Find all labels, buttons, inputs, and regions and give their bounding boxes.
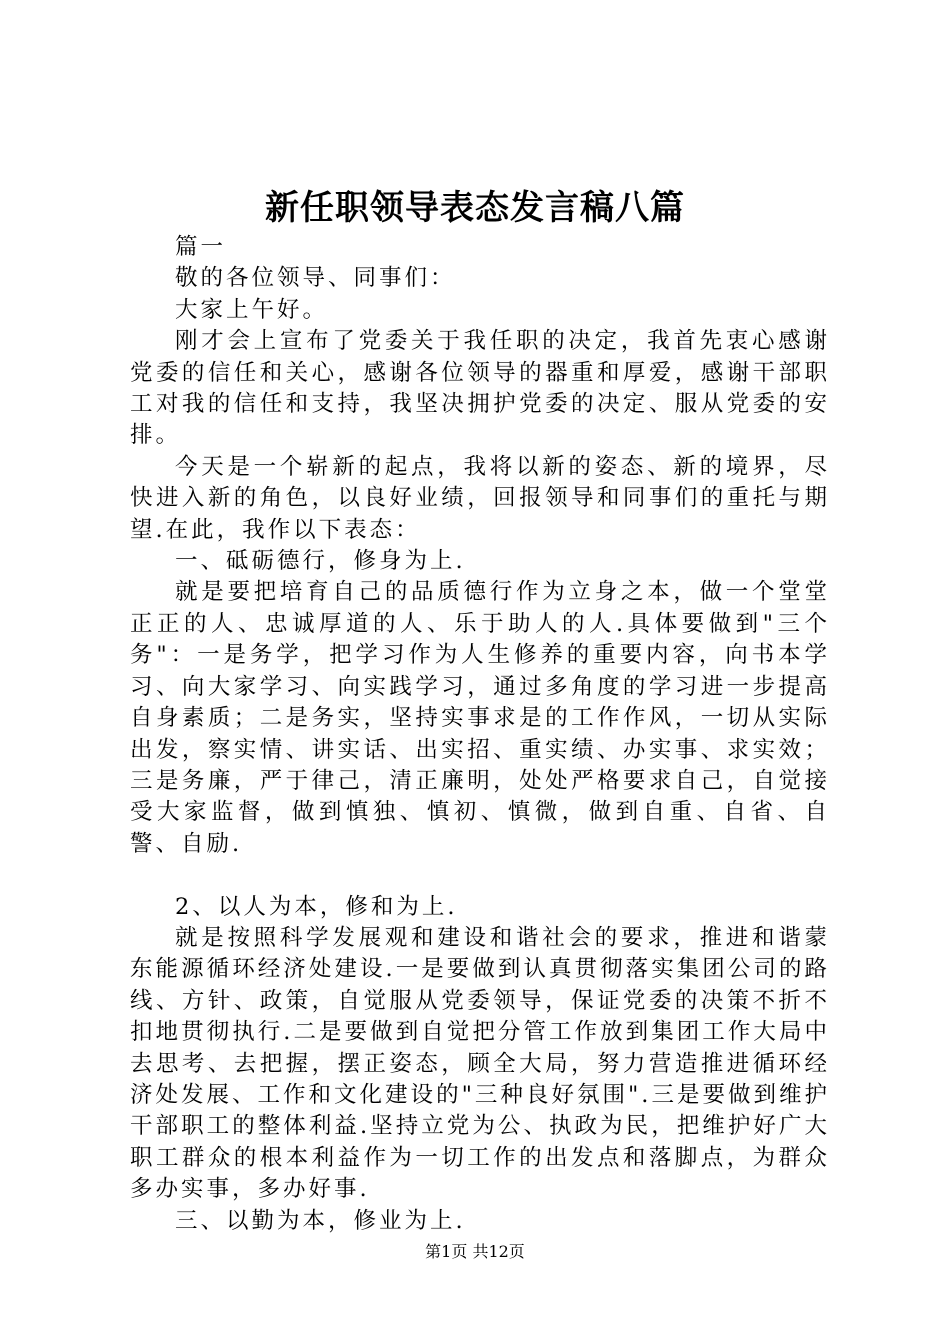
paragraph: 就是按照科学发展观和建设和谐社会的要求，推进和谐蒙东能源循环经济处建设.一是要做到认真贯彻落实集团公司的路线、方针、政策，自觉服从党委领导，保证党委的决策不折不扣地贯彻执行.二是要做到自觉把分管工作放到集团工作大局中去思考、去把握，摆正姿态，顾全大局，努力营造推进循环经济处发展、工作和文化建设的"三种良好氛围".三是要做到维护干部职工的整体利益.坚持立党为公、执政为民，把维护好广大职工群众的根本利益作为一切工作的出发点和落脚点，为群众多办实事，多办好事. bbox=[130, 924, 830, 1203]
section-heading: 篇一 bbox=[175, 234, 227, 260]
document-title: 新任职领导表态发言稿八篇 bbox=[265, 188, 685, 228]
paragraph: 刚才会上宣布了党委关于我任职的决定，我首先衷心感谢党委的信任和关心，感谢各位领导的器重和厚爱，感谢干部职工对我的信任和支持，我坚决拥护党委的决定、服从党委的安排。 bbox=[130, 328, 830, 449]
page-number: 第1页 共12页 bbox=[425, 1242, 525, 1261]
salutation: 敬的各位领导、同事们： bbox=[175, 265, 456, 292]
paragraph: 就是要把培育自己的品质德行作为立身之本，做一个堂堂正正的人、忠诚厚道的人、乐于助人的人.具体要做到"三个务"：一是务学，把学习作为人生修养的重要内容，向书本学习、向大家学习、向实践学习，通过多角度的学习进一步提高自身素质；二是务实，坚持实事求是的工作作风，一切从实际出发，察实情、讲实话、出实招、重实绩、办实事、求实效；三是务廉，严于律己，清正廉明，处处严格要求自己，自觉接受大家监督，做到慎独、慎初、慎微，做到自重、自省、自警、自励. bbox=[130, 579, 830, 857]
subheading: 一、砥砺德行，修身为上. bbox=[175, 548, 466, 575]
greeting: 大家上午好。 bbox=[175, 296, 329, 323]
document-body bbox=[130, 232, 830, 1237]
subheading: 三、以勤为本，修业为上. bbox=[175, 1207, 466, 1234]
paragraph: 今天是一个崭新的起点，我将以新的姿态、新的境界，尽快进入新的角色，以良好业绩，回报领导和同事们的重托与期望.在此，我作以下表态： bbox=[130, 453, 830, 543]
subheading: 2、以人为本，修和为上. bbox=[175, 893, 458, 920]
